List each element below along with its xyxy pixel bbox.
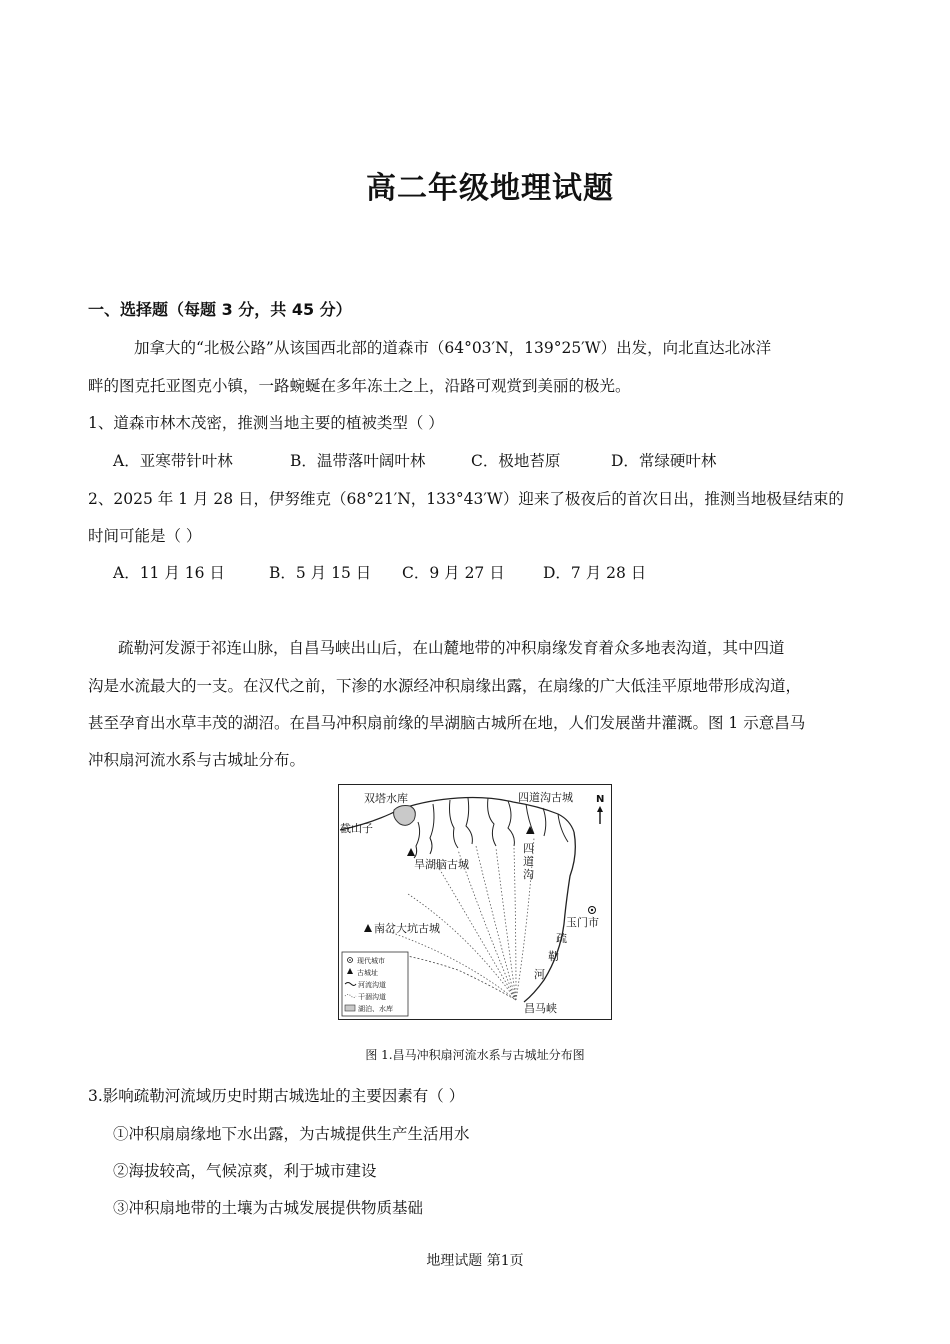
sidaogou-river-char-3: 沟 xyxy=(523,868,534,881)
q2-option-b: B．5 月 15 日 xyxy=(269,564,372,582)
q1-option-c: C．极地苔原 xyxy=(471,452,561,470)
legend-modern-city: 现代城市 xyxy=(357,957,385,965)
legend-ancient-city: 古城址 xyxy=(357,969,378,977)
legend-dry-channel: 干涸沟道 xyxy=(358,993,386,1001)
shulehe-char-2: 勒 xyxy=(548,950,559,963)
q2-option-c: C．9 月 27 日 xyxy=(402,564,505,582)
sidaogou-river-char-1: 四 xyxy=(523,842,534,855)
changma-label: 昌马峡 xyxy=(524,1002,557,1015)
passage2-line2: 沟是水流最大的一支。在汉代之前，下渗的水源经冲积扇缘出露，在扇缘的广大低洼平原地带形成沟道， xyxy=(88,677,802,695)
legend-river-channel: 河流沟道 xyxy=(358,981,386,989)
q3-item-2: ②海拔较高，气候凉爽，利于城市建设 xyxy=(113,1162,377,1180)
hanhunao-label: 旱湖脑古城 xyxy=(414,858,469,871)
q3-item-1: ①冲积扇扇缘地下水出露，为古城提供生产生活用水 xyxy=(113,1125,470,1143)
passage2-line3: 甚至孕育出水草丰茂的湖沼。在昌马冲积扇前缘的旱湖脑古城所在地，人们发展凿井灌溉。图 1 示意昌马 xyxy=(88,714,806,732)
shulehe-char-1: 疏 xyxy=(556,932,567,945)
passage2-line4: 冲积扇河流水系与古城址分布。 xyxy=(88,751,306,769)
shulehe-char-3: 河 xyxy=(534,968,545,981)
alluvial-fan-map xyxy=(338,784,612,1020)
question-2-stem-line2: 时间可能是（ ） xyxy=(88,527,202,545)
q1-option-a: A．亚寒带针叶林 xyxy=(113,452,233,470)
question-2-stem-line1: 2、2025 年 1 月 28 日，伊努维克（68°21′N，133°43′W）迎来了极夜后的首次日出，推测当地极昼结束的 xyxy=(88,490,844,508)
jieshanzi-label: 截山子 xyxy=(340,822,373,835)
question-3-stem: 3.影响疏勒河流域历史时期古城选址的主要因素有（ ） xyxy=(88,1087,465,1105)
q1-option-d: D．常绿硬叶林 xyxy=(611,452,717,470)
sidaogou-city-label: 四道沟古城 xyxy=(518,791,573,804)
north-label: N xyxy=(596,794,605,805)
legend-lake-reservoir: 湖泊、水库 xyxy=(358,1005,393,1013)
q1-option-b: B．温带落叶阔叶林 xyxy=(290,452,426,470)
yumen-label: 玉门市 xyxy=(566,916,599,929)
page-footer: 地理试题 第1页 xyxy=(426,1253,524,1269)
page-title: 高二年级地理试题 xyxy=(366,171,614,206)
figure-caption: 图 1.昌马冲积扇河流水系与古城址分布图 xyxy=(365,1048,585,1062)
question-1-stem: 1、道森市林木茂密，推测当地主要的植被类型（ ） xyxy=(88,414,444,432)
nancha-label: 南岔大坑古城 xyxy=(374,922,440,935)
section-heading: 一、选择题（每题 3 分，共 45 分） xyxy=(88,300,352,319)
reservoir-label: 双塔水库 xyxy=(364,792,408,805)
passage2-line1: 疏勒河发源于祁连山脉，自昌马峡出山后，在山麓地带的冲积扇缘发育着众多地表沟道，其中四道 xyxy=(118,639,785,657)
q2-option-a: A．11 月 16 日 xyxy=(113,564,225,582)
q3-item-3: ③冲积扇地带的土壤为古城发展提供物质基础 xyxy=(113,1199,424,1217)
sidaogou-river-char-2: 道 xyxy=(523,855,534,868)
passage1-line2: 畔的图克托亚图克小镇，一路蜿蜒在多年冻土之上，沿路可观赏到美丽的极光。 xyxy=(88,377,631,395)
q2-option-d: D．7 月 28 日 xyxy=(543,564,647,582)
passage1-line1: 加拿大的“北极公路”从该国西北部的道森市（64°03′N，139°25′W）出发，向北直达北冰洋 xyxy=(134,339,772,357)
